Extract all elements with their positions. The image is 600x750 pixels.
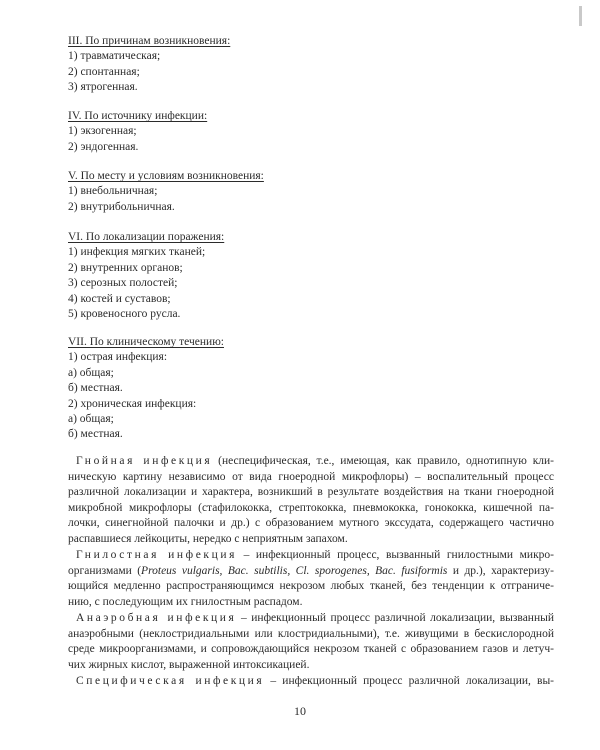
list-item: а) общая; xyxy=(68,366,114,379)
list-item: 3) ятрогенная. xyxy=(68,81,138,94)
paragraph-line: анаэробными (неклостридиальными или клостридиальными), т.е. живущими в бескислородной xyxy=(68,627,554,640)
line-text: – инфекционный процесс, вызванный гнилостными микро- xyxy=(237,549,554,561)
section-title: VI. По локализации поражения: xyxy=(68,231,225,243)
paragraph-line: ническую картину независимо от вида гноеродной микрофлоры) – воспалительный процесс xyxy=(68,470,554,483)
scan-edge-mark xyxy=(579,6,582,26)
line-text: (неспецифическая, т.е., имеющая, как правило, однотипную кли- xyxy=(212,455,555,467)
list-item: 5) кровеносного русла. xyxy=(68,308,181,321)
list-item: 1) острая инфекция: xyxy=(68,351,168,364)
line-text: – инфекционный процесс различной локализации, вы- xyxy=(264,675,554,687)
section-title: IV. По источнику инфекции: xyxy=(68,110,208,122)
paragraph-anaerobic-infection xyxy=(68,611,554,673)
term: Гнойная инфекция xyxy=(76,455,213,467)
paragraph-specific-infection xyxy=(68,674,554,690)
paragraph-line xyxy=(68,564,554,580)
paragraph-purulent-infection xyxy=(68,454,554,548)
paragraph-line: ющийся медленно распространяющимся некрозом любых тканей, без тенденции к отграниче- xyxy=(68,580,554,593)
line-text: организмами ( xyxy=(68,564,142,577)
list-item: 3) серозных полостей; xyxy=(68,277,178,290)
paragraph-line: распавшиеся лейкоциты, нередко с неприятным запахом. xyxy=(68,532,348,545)
paragraph-line xyxy=(68,548,554,564)
line-text: – инфекционный процесс различной локализации, вызванный xyxy=(236,612,554,624)
list-item: 2) внутренних органов; xyxy=(68,261,183,274)
list-item: 1) экзогенная; xyxy=(68,125,137,138)
paragraph-putrefactive-infection xyxy=(68,548,554,610)
list-item: 2) хроническая инфекция: xyxy=(68,397,197,410)
paragraph-line xyxy=(68,674,554,690)
list-item: 2) спонтанная; xyxy=(68,65,140,78)
paragraph-line: чих жирных кислот, выраженной интоксикацией. xyxy=(68,658,310,671)
section-vii xyxy=(68,335,224,443)
list-item: 1) внебольничная; xyxy=(68,185,158,198)
line-text: и др.), характеризу- xyxy=(447,564,554,577)
page-number: 10 xyxy=(294,704,306,718)
paragraph-line xyxy=(68,611,554,627)
list-item: 1) травматическая; xyxy=(68,50,161,63)
list-item: 2) эндогенная. xyxy=(68,140,139,153)
list-item: б) местная. xyxy=(68,428,123,441)
section-vi xyxy=(68,230,224,322)
section-title: V. По месту и условиям возникновения: xyxy=(68,170,264,182)
section-title: VII. По клиническому течению: xyxy=(68,336,224,348)
list-item: б) местная. xyxy=(68,382,123,395)
list-item: а) общая; xyxy=(68,413,114,426)
section-iii xyxy=(68,34,230,96)
list-item: 2) внутрибольничная. xyxy=(68,200,175,213)
list-item: 1) инфекция мягких тканей; xyxy=(68,246,206,259)
section-iv xyxy=(68,109,207,155)
section-title: III. По причинам возникновения: xyxy=(68,35,231,47)
list-item: 4) костей и суставов; xyxy=(68,292,171,305)
paragraph-line xyxy=(68,454,554,470)
paragraph-line: различной локализации и характера, возникший в результате воздействия на ткани гноеродной xyxy=(68,486,554,499)
organism-names: Proteus vulgaris, Bac. subtilis, Cl. sporogenes, Bac. fusiformis xyxy=(141,564,448,577)
section-v xyxy=(68,169,264,215)
term: Анаэробная инфекция xyxy=(76,612,237,624)
paragraph-line: микробной микрофлоры (стафилококка, стрептококка, пневмококка, гонококка, кишечной па- xyxy=(68,501,554,514)
term: Гнилостная инфекция xyxy=(76,549,237,561)
term: Специфическая инфекция xyxy=(76,675,265,687)
paragraph-line: лочки, синегнойной палочки и др.) с образованием мутного экссудата, содержащего частично xyxy=(68,517,554,530)
paragraph-line: нию, с последующим их гнилостным распадом. xyxy=(68,595,303,608)
paragraph-line: среде микроорганизмами, и сопровождающийся некрозом тканей с образованием газов и летуч- xyxy=(68,643,554,656)
